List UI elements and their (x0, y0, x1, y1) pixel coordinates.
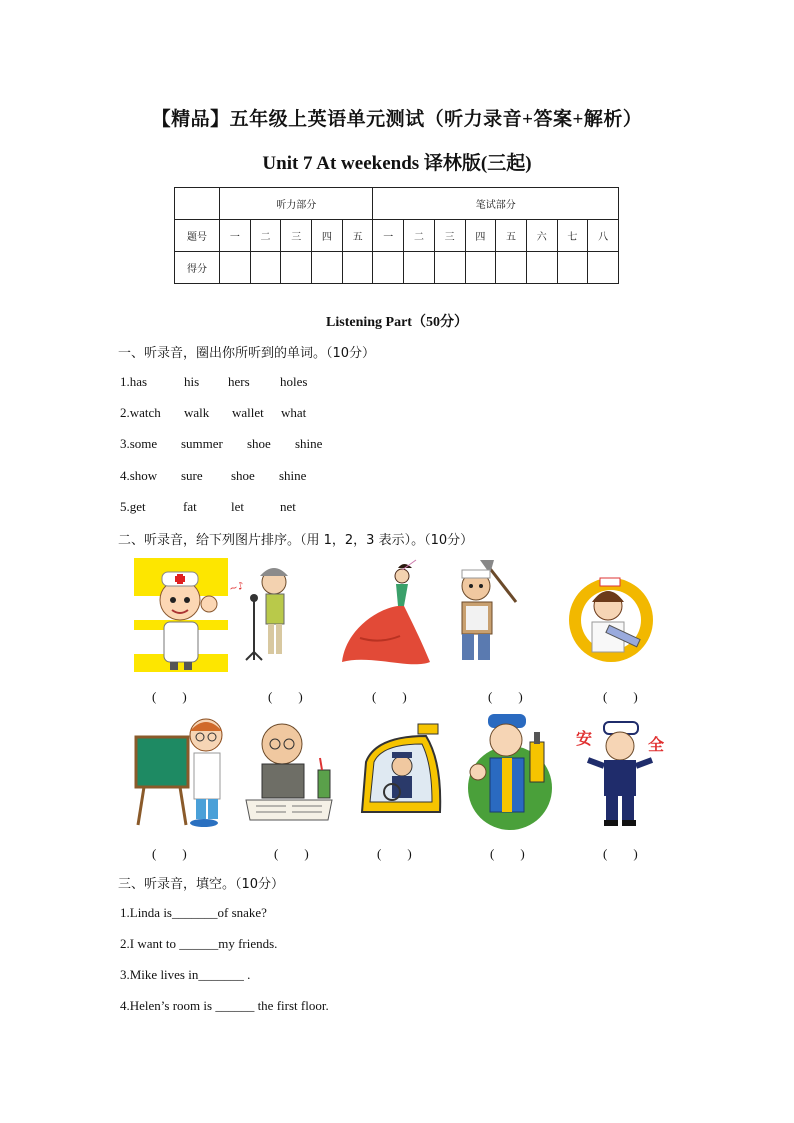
worker-picture (440, 556, 524, 670)
score-cell[interactable] (373, 252, 404, 284)
q1-row (120, 499, 520, 519)
listening-num: 二 (250, 220, 281, 252)
listening-num: 三 (281, 220, 312, 252)
word-option[interactable]: 5.get (120, 499, 146, 514)
score-cell[interactable] (496, 252, 527, 284)
taxi-driver-picture (356, 722, 446, 828)
word-option[interactable]: 4.show (120, 468, 158, 483)
writing-num: 四 (465, 220, 496, 252)
answer-blank[interactable]: ( ) (603, 689, 638, 704)
score-cell[interactable] (281, 252, 312, 284)
fill-in-line[interactable]: 3.Mike lives in_______ . (120, 967, 251, 982)
word-option[interactable]: net (280, 499, 296, 514)
word-option[interactable]: 2.watch (120, 405, 161, 420)
word-option[interactable]: summer (181, 436, 223, 451)
q3-heading: 三、听录音，填空。（10分） (118, 877, 285, 892)
answer-blank[interactable]: ( ) (152, 846, 187, 861)
listening-num: 五 (342, 220, 373, 252)
sign-text-right: 全 (648, 735, 665, 754)
policeman-picture (570, 716, 670, 828)
q1-row (120, 436, 520, 456)
sign-text-left: 安 (576, 729, 593, 748)
answer-blank[interactable]: ( ) (152, 689, 187, 704)
dancer-picture (340, 558, 432, 672)
writing-num: 七 (557, 220, 588, 252)
fill-in-line[interactable]: 1.Linda is_______of snake? (120, 905, 267, 920)
writing-header: 笔试部分 (373, 188, 619, 220)
nurse-picture (566, 566, 656, 674)
word-option[interactable]: his (184, 374, 200, 389)
score-cell[interactable] (220, 252, 251, 284)
score-cell[interactable] (404, 252, 435, 284)
fill-in-line[interactable]: 2.I want to ______my friends. (120, 936, 278, 951)
listening-part-heading: Listening Part（50分） (326, 315, 468, 330)
score-cell[interactable] (434, 252, 465, 284)
fill-in-line[interactable]: 4.Helen’s room is ______ the first floor. (120, 998, 329, 1013)
word-option[interactable]: shoe (231, 468, 255, 483)
score-cell[interactable] (342, 252, 373, 284)
writing-num: 三 (434, 220, 465, 252)
word-option[interactable]: let (231, 499, 244, 514)
answer-blank[interactable]: ( ) (488, 689, 523, 704)
score-cell[interactable] (557, 252, 588, 284)
score-cell[interactable] (526, 252, 557, 284)
score-table (174, 187, 619, 284)
q1-row (120, 405, 520, 425)
word-option[interactable]: 1.has (120, 374, 148, 389)
word-option[interactable]: sure (181, 468, 203, 483)
word-option[interactable]: fat (183, 499, 197, 514)
word-option[interactable]: holes (280, 374, 308, 389)
score-cell[interactable] (465, 252, 496, 284)
listening-num: 一 (220, 220, 251, 252)
word-option[interactable]: wallet (232, 405, 264, 420)
svg-text:~♪: ~♪ (228, 580, 246, 595)
answer-blank[interactable]: ( ) (372, 689, 407, 704)
score-cell[interactable] (250, 252, 281, 284)
word-option[interactable]: shine (295, 436, 323, 451)
writing-num: 六 (526, 220, 557, 252)
writing-num: 五 (496, 220, 527, 252)
q1-heading: 一、听录音，圈出你所听到的单词。（10分） (118, 346, 376, 361)
q2-heading: 二、听录音，给下列图片排序。（用 1，2，3 表示）。（10分） (118, 533, 474, 548)
writing-num: 八 (588, 220, 619, 252)
word-option[interactable]: hers (228, 374, 250, 389)
listening-header: 听力部分 (220, 188, 373, 220)
word-option[interactable]: 3.some (120, 436, 158, 451)
q1-row (120, 468, 520, 488)
doctor-picture (134, 558, 228, 672)
score-row-label: 得分 (175, 252, 220, 284)
q1-row (120, 374, 520, 394)
listening-num: 四 (312, 220, 343, 252)
repairman-picture (464, 712, 560, 830)
score-cell[interactable] (588, 252, 619, 284)
word-option[interactable]: shine (279, 468, 307, 483)
word-option[interactable]: what (281, 405, 307, 420)
answer-blank[interactable]: ( ) (268, 689, 303, 704)
answer-blank[interactable]: ( ) (490, 846, 525, 861)
number-row-label: 题号 (175, 220, 220, 252)
writer-picture (242, 714, 336, 830)
singer-picture (228, 560, 304, 664)
answer-blank[interactable]: ( ) (274, 846, 309, 861)
score-cell[interactable] (312, 252, 343, 284)
answer-blank[interactable]: ( ) (603, 846, 638, 861)
teacher-picture (134, 713, 230, 829)
writing-num: 一 (373, 220, 404, 252)
writing-num: 二 (404, 220, 435, 252)
word-option[interactable]: walk (184, 405, 210, 420)
document-title: 【精品】五年级上英语单元测试（听力录音+答案+解析） (151, 109, 643, 130)
table-corner (175, 188, 220, 220)
answer-blank[interactable]: ( ) (377, 846, 412, 861)
document-subtitle: Unit 7 At weekends 译林版(三起) (262, 153, 532, 174)
word-option[interactable]: shoe (247, 436, 271, 451)
